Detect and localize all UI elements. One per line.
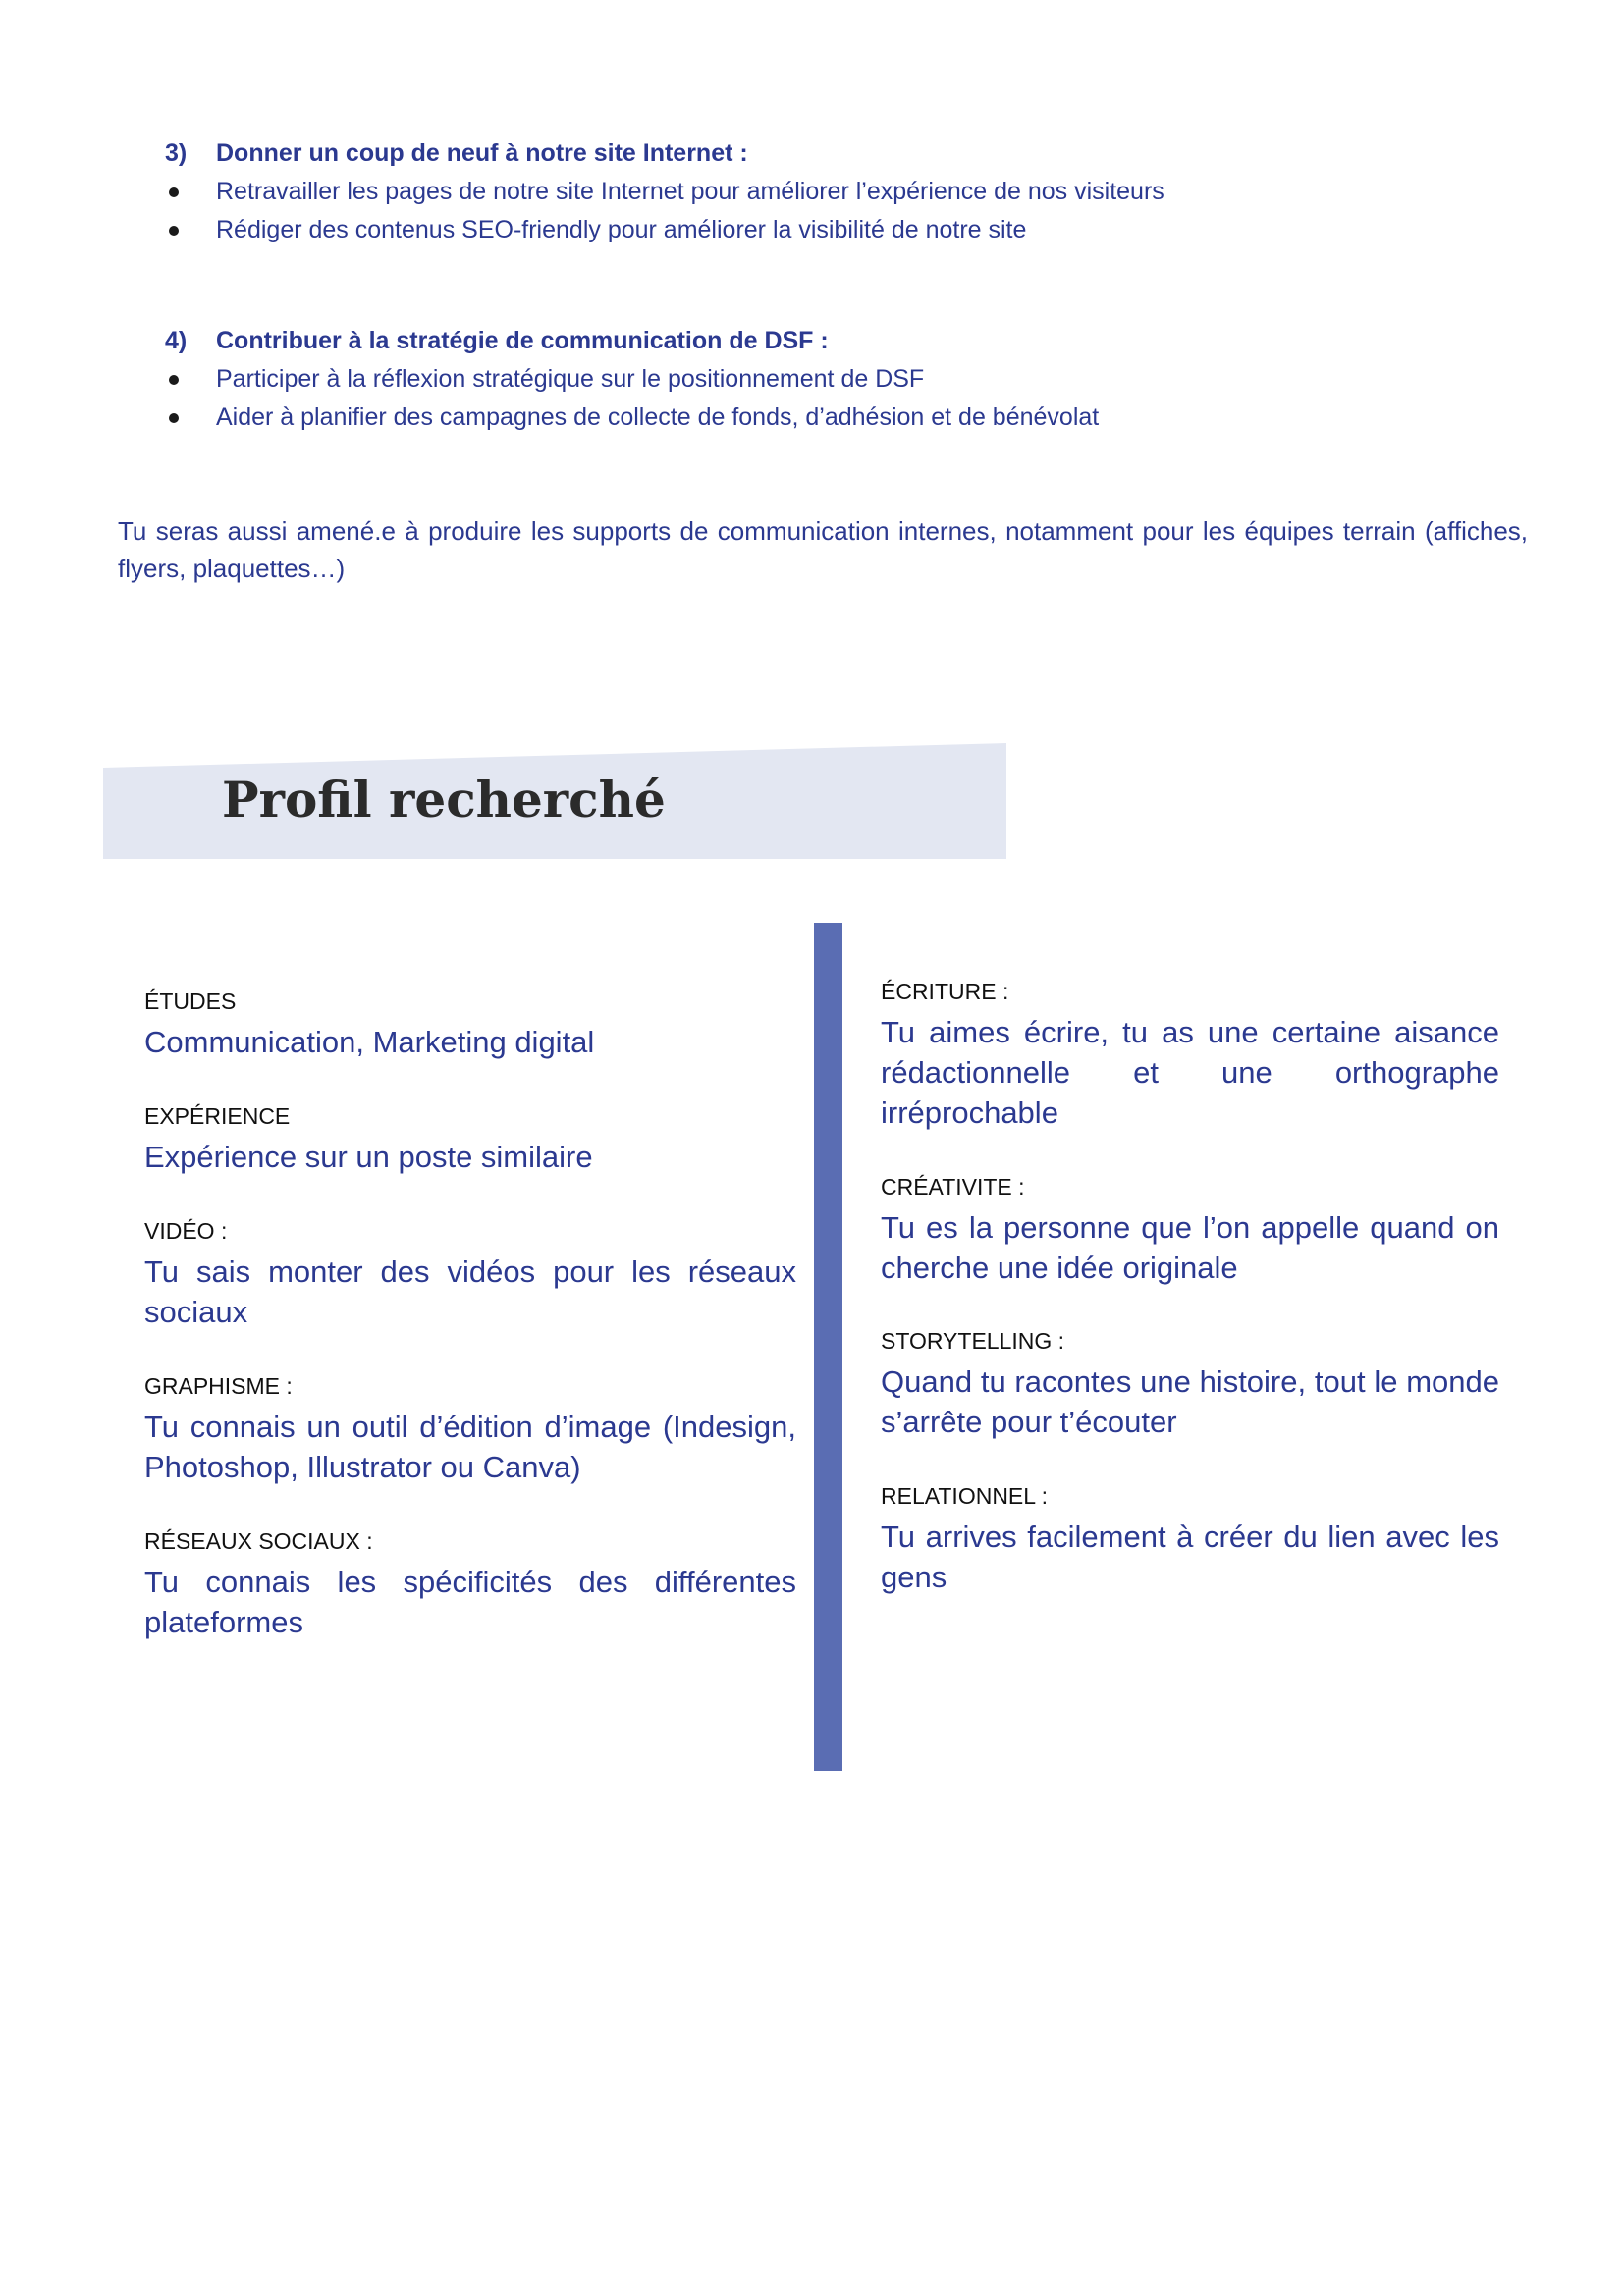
list-item-text: Rédiger des contenus SEO-friendly pour améliorer la visibilité de notre site: [216, 216, 1027, 243]
label-storytelling: STORYTELLING :: [881, 1328, 1065, 1354]
bullet-icon: [169, 226, 179, 236]
intro-paragraph: Tu seras aussi amené.e à produire les supports de communication internes, notamment pour les équipes terrain (affiches, flyers, plaquettes…): [118, 516, 1528, 583]
value-relationnel: Tu arrives facilement à créer du lien avec les gens: [881, 1520, 1499, 1594]
bullet-icon: [169, 187, 179, 197]
column-divider: [814, 923, 842, 1771]
label-experience: EXPÉRIENCE: [144, 1103, 291, 1129]
list-item: [165, 216, 1026, 244]
section-3-number: 3): [165, 139, 188, 167]
label-etudes: ÉTUDES: [144, 988, 237, 1014]
section-4-number: 4): [165, 327, 188, 354]
label-relationnel: RELATIONNEL :: [881, 1483, 1048, 1509]
section-3-heading: [165, 139, 748, 168]
label-reseaux-sociaux: RÉSEAUX SOCIAUX :: [144, 1528, 373, 1554]
section-4-title: Contribuer à la stratégie de communication de DSF :: [216, 327, 829, 354]
bullet-icon: [169, 413, 179, 423]
section-4-heading: [165, 327, 829, 355]
value-ecriture: Tu aimes écrire, tu as une certaine aisance rédactionnelle et une orthographe irréprochable: [881, 1015, 1499, 1130]
label-creativite: CRÉATIVITE :: [881, 1174, 1025, 1200]
label-graphisme: GRAPHISME :: [144, 1373, 293, 1399]
bullet-icon: [169, 375, 179, 385]
value-storytelling: Quand tu racontes une histoire, tout le monde s’arrête pour t’écouter: [881, 1364, 1499, 1439]
value-experience: Expérience sur un poste similaire: [144, 1140, 593, 1174]
list-item: [165, 365, 924, 394]
value-reseaux-sociaux: Tu connais les spécificités des différentes plateformes: [144, 1565, 796, 1639]
value-etudes: Communication, Marketing digital: [144, 1025, 595, 1059]
list-item-text: Participer à la réflexion stratégique sur le positionnement de DSF: [216, 365, 925, 393]
value-graphisme: Tu connais un outil d’édition d’image (Indesign, Photoshop, Illustrator ou Canva): [144, 1410, 796, 1484]
section-3-title: Donner un coup de neuf à notre site Internet :: [216, 139, 748, 167]
list-item-text: Aider à planifier des campagnes de collecte de fonds, d’adhésion et de bénévolat: [216, 403, 1100, 431]
page-title: Profil recherché: [222, 771, 666, 828]
profile-banner: [103, 743, 1006, 859]
value-video: Tu sais monter des vidéos pour les réseaux sociaux: [144, 1255, 796, 1329]
label-ecriture: ÉCRITURE :: [881, 979, 1009, 1004]
list-item: [165, 178, 1164, 206]
label-video: VIDÉO :: [144, 1218, 228, 1244]
value-creativite: Tu es la personne que l’on appelle quand on cherche une idée originale: [881, 1210, 1499, 1285]
list-item-text: Retravailler les pages de notre site Internet pour améliorer l’expérience de nos visiteurs: [216, 178, 1164, 205]
list-item: [165, 403, 1099, 432]
